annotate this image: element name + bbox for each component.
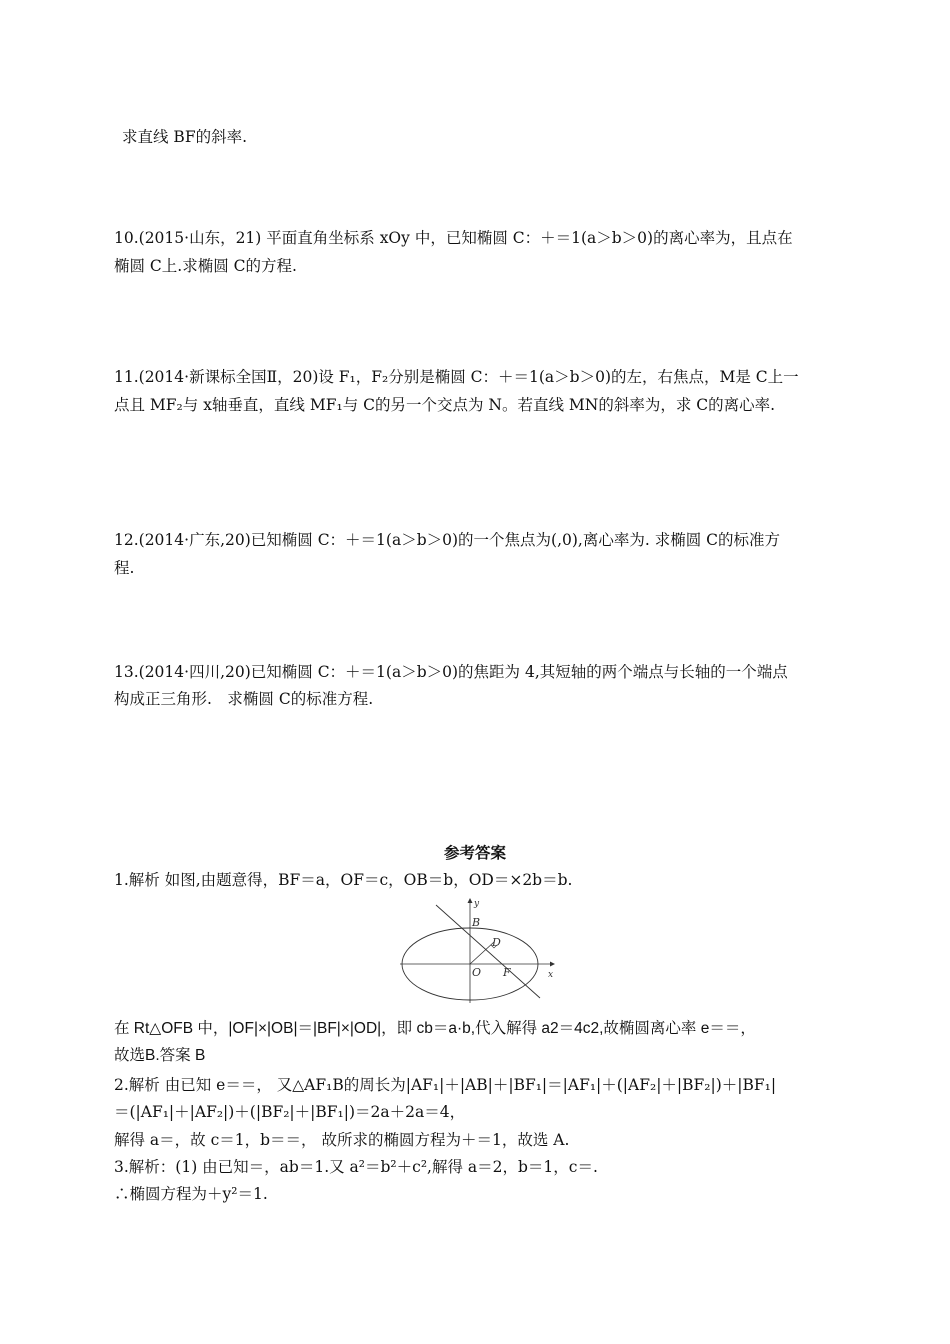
- x-axis-arrow: [550, 962, 555, 967]
- y-axis-arrow: [468, 898, 473, 903]
- problem-11-line-2: 点且 MF₂与 x轴垂直，直线 MF₁与 C的另一个交点为 N。若直线 MN的斜率为，求 C的离心率.: [114, 396, 776, 414]
- answer-3-line-1: 3.解析：(1) 由已知＝，ab＝1.又 a²＝b²＋c²,解得 a＝2，b＝1，c＝.: [114, 1158, 598, 1176]
- answers-heading: 参考答案: [443, 843, 506, 862]
- problem-12-line-1: 12.(2014·广东,20)已知椭圆 C：＋＝1(a＞b＞0)的一个焦点为(,0),离心率为. 求椭圆 C的标准方: [114, 531, 780, 549]
- problem-12-line-2: 程.: [114, 559, 135, 577]
- answer-3-line-2: ∴椭圆方程为＋y²＝1.: [114, 1185, 268, 1203]
- answer-1-line-3: 故选B.答案 B: [114, 1047, 206, 1064]
- problem-11-line-1: 11.(2014·新课标全国Ⅱ，20)设 F₁，F₂分别是椭圆 C：＋＝1(a＞b＞0)的左，右焦点，M是 C上一: [114, 368, 799, 386]
- problem-10-line-1: 10.(2015·山东，21) 平面直角坐标系 xOy 中，已知椭圆 C：＋＝1(a＞b＞0)的离心率为，且点在: [114, 229, 793, 247]
- label-o: O: [472, 966, 482, 979]
- answer-2-line-1: 2.解析 由已知 e＝＝， 又△AF₁B的周长为|AF₁|＋|AB|＋|BF₁|＝|AF₁|＋(|AF₂|＋|BF₂|)＋|BF₁|: [114, 1076, 777, 1094]
- line-bf: [436, 905, 540, 998]
- answer-1-line-2: 在 Rt△OFB 中，|OF|×|OB|＝|BF|×|OD|，即 cb＝a·b,代入解得 a2＝4c2,故椭圆离心率 e＝＝，: [114, 1020, 756, 1037]
- problem-13-line-1: 13.(2014·四川,20)已知椭圆 C：＋＝1(a＞b＞0)的焦距为 4,其短轴的两个端点与长轴的一个端点: [114, 663, 788, 681]
- problem-9-tail: 求直线 BF的斜率.: [122, 128, 247, 146]
- answer-1-line-1: 1.解析 如图,由题意得，BF＝a，OF＝c，OB＝b，OD＝×2b＝b.: [114, 871, 573, 889]
- label-f: F: [503, 966, 511, 979]
- answer-2-line-3: 解得 a＝，故 c＝1，b＝＝， 故所求的椭圆方程为＋＝1，故选 A.: [114, 1131, 570, 1149]
- answer-2-line-2: ＝(|AF₁|＋|AF₂|)＋(|BF₂|＋|BF₁|)＝2a＋2a＝4，: [114, 1103, 466, 1121]
- ellipse-diagram: [398, 895, 558, 1005]
- label-b: B: [472, 916, 481, 929]
- problem-13-line-2: 构成正三角形. 求椭圆 C的标准方程.: [114, 690, 374, 708]
- ellipse-figure: [398, 895, 558, 1005]
- label-x: x: [548, 970, 554, 980]
- segment-od: [470, 942, 494, 964]
- label-y: y: [474, 899, 480, 909]
- label-d: D: [492, 936, 501, 949]
- problem-10-line-2: 椭圆 C上.求椭圆 C的方程.: [114, 257, 297, 275]
